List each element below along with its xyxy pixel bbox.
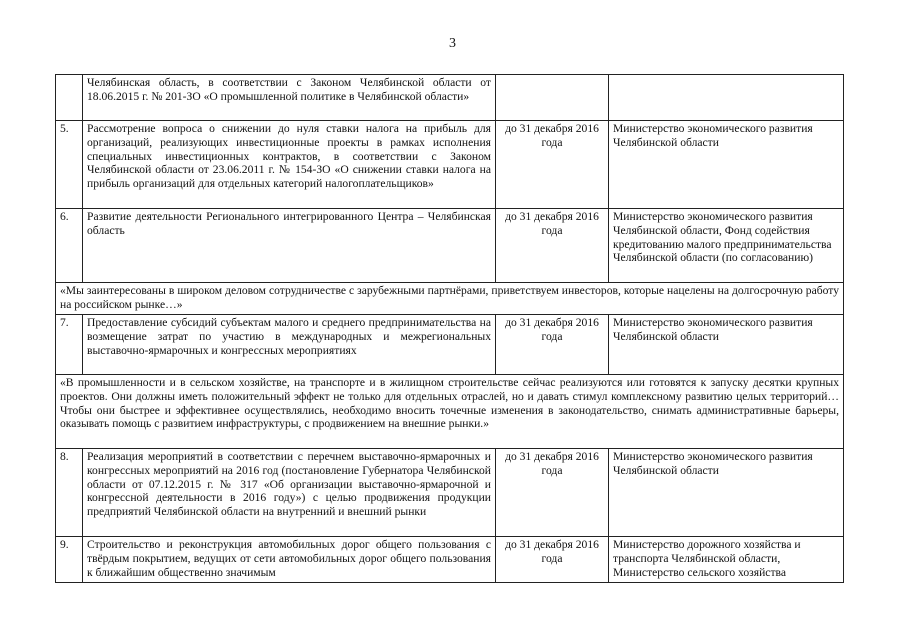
task-cell: Реализация мероприятий в соответствии с перечнем выставочно-ярмарочных и конгрессных мероприятий на 2016 год (постановление Губернатора Челябинской области от 07.12.2015 г. № 317 «Об организации выставочно-ярмарочной и конгрессной деятельности в 2016 году») с целью продвижения продукции предприятий Челябинской области на внутренний и внешний рынки	[83, 449, 496, 537]
action-plan-table	[55, 74, 844, 583]
task-cell: Развитие деятельности Регионального интегрированного Центра – Челябинская область	[83, 209, 496, 283]
term-cell: до 31 декабря 2016 года	[496, 315, 609, 375]
row-number	[56, 75, 83, 121]
row-number: 9.	[56, 537, 83, 583]
responsible-cell	[609, 75, 844, 121]
term-cell	[496, 75, 609, 121]
term-cell: до 31 декабря 2016 года	[496, 537, 609, 583]
row-number: 6.	[56, 209, 83, 283]
responsible-cell: Министерство экономического развития Челябинской области, Фонд содействия кредитованию малого предпринимательства Челябинской области (по согласованию)	[609, 209, 844, 283]
quote-cell: «В промышленности и в сельском хозяйстве, на транспорте и в жилищном строительстве сейчас реализуются или готовятся к запуску десятки крупных проектов. Они должны иметь положительный эффект не только для отдельных отраслей, но и давать стимул комплексному развитию целых территорий…Чтобы они быстрее и эффективнее осуществлялись, необходимо вносить точечные изменения в законодательство, снимать административные барьеры, оказывать помощь с развитием инфраструктуры, с продвижением на внешние рынки.»	[56, 375, 844, 449]
term-cell: до 31 декабря 2016 года	[496, 209, 609, 283]
table-row	[56, 209, 844, 283]
task-cell: Строительство и реконструкция автомобильных дорог общего пользования с твёрдым покрытием, ведущих от сети автомобильных дорог общего пользования к ближайшим общественно значимым	[83, 537, 496, 583]
table-row	[56, 121, 844, 209]
quote-cell: «Мы заинтересованы в широком деловом сотрудничестве с зарубежными партнёрами, приветствуем инвесторов, которые нацелены на долгосрочную работу на российском рынке…»	[56, 283, 844, 315]
responsible-cell: Министерство экономического развития Челябинской области	[609, 121, 844, 209]
responsible-cell: Министерство дорожного хозяйства и транспорта Челябинской области, Министерство сельского хозяйства	[609, 537, 844, 583]
row-number: 5.	[56, 121, 83, 209]
responsible-cell: Министерство экономического развития Челябинской области	[609, 449, 844, 537]
quote-row	[56, 283, 844, 315]
quote-row	[56, 375, 844, 449]
term-cell: до 31 декабря 2016 года	[496, 449, 609, 537]
table-row	[56, 75, 844, 121]
task-cell: Челябинская область, в соответствии с Законом Челябинской области от 18.06.2015 г. № 201-ЗО «О промышленной политике в Челябинской области»	[83, 75, 496, 121]
task-cell: Рассмотрение вопроса о снижении до нуля ставки налога на прибыль для организаций, реализующих инвестиционные проекты в рамках исполнения специальных инвестиционных контрактов, в соответствии с Законом Челябинской области от 23.06.2011 г. № 154-ЗО «О снижении ставки налога на прибыль организаций для отдельных категорий налогоплательщиков»	[83, 121, 496, 209]
row-number: 7.	[56, 315, 83, 375]
table-row	[56, 449, 844, 537]
term-cell: до 31 декабря 2016 года	[496, 121, 609, 209]
responsible-cell: Министерство экономического развития Челябинской области	[609, 315, 844, 375]
table-row	[56, 537, 844, 583]
row-number: 8.	[56, 449, 83, 537]
table-row	[56, 315, 844, 375]
task-cell: Предоставление субсидий субъектам малого и среднего предпринимательства на возмещение затрат по участию в международных и межрегиональных выставочно-ярмарочных и конгрессных мероприятиях	[83, 315, 496, 375]
page-number: 3	[449, 36, 456, 51]
